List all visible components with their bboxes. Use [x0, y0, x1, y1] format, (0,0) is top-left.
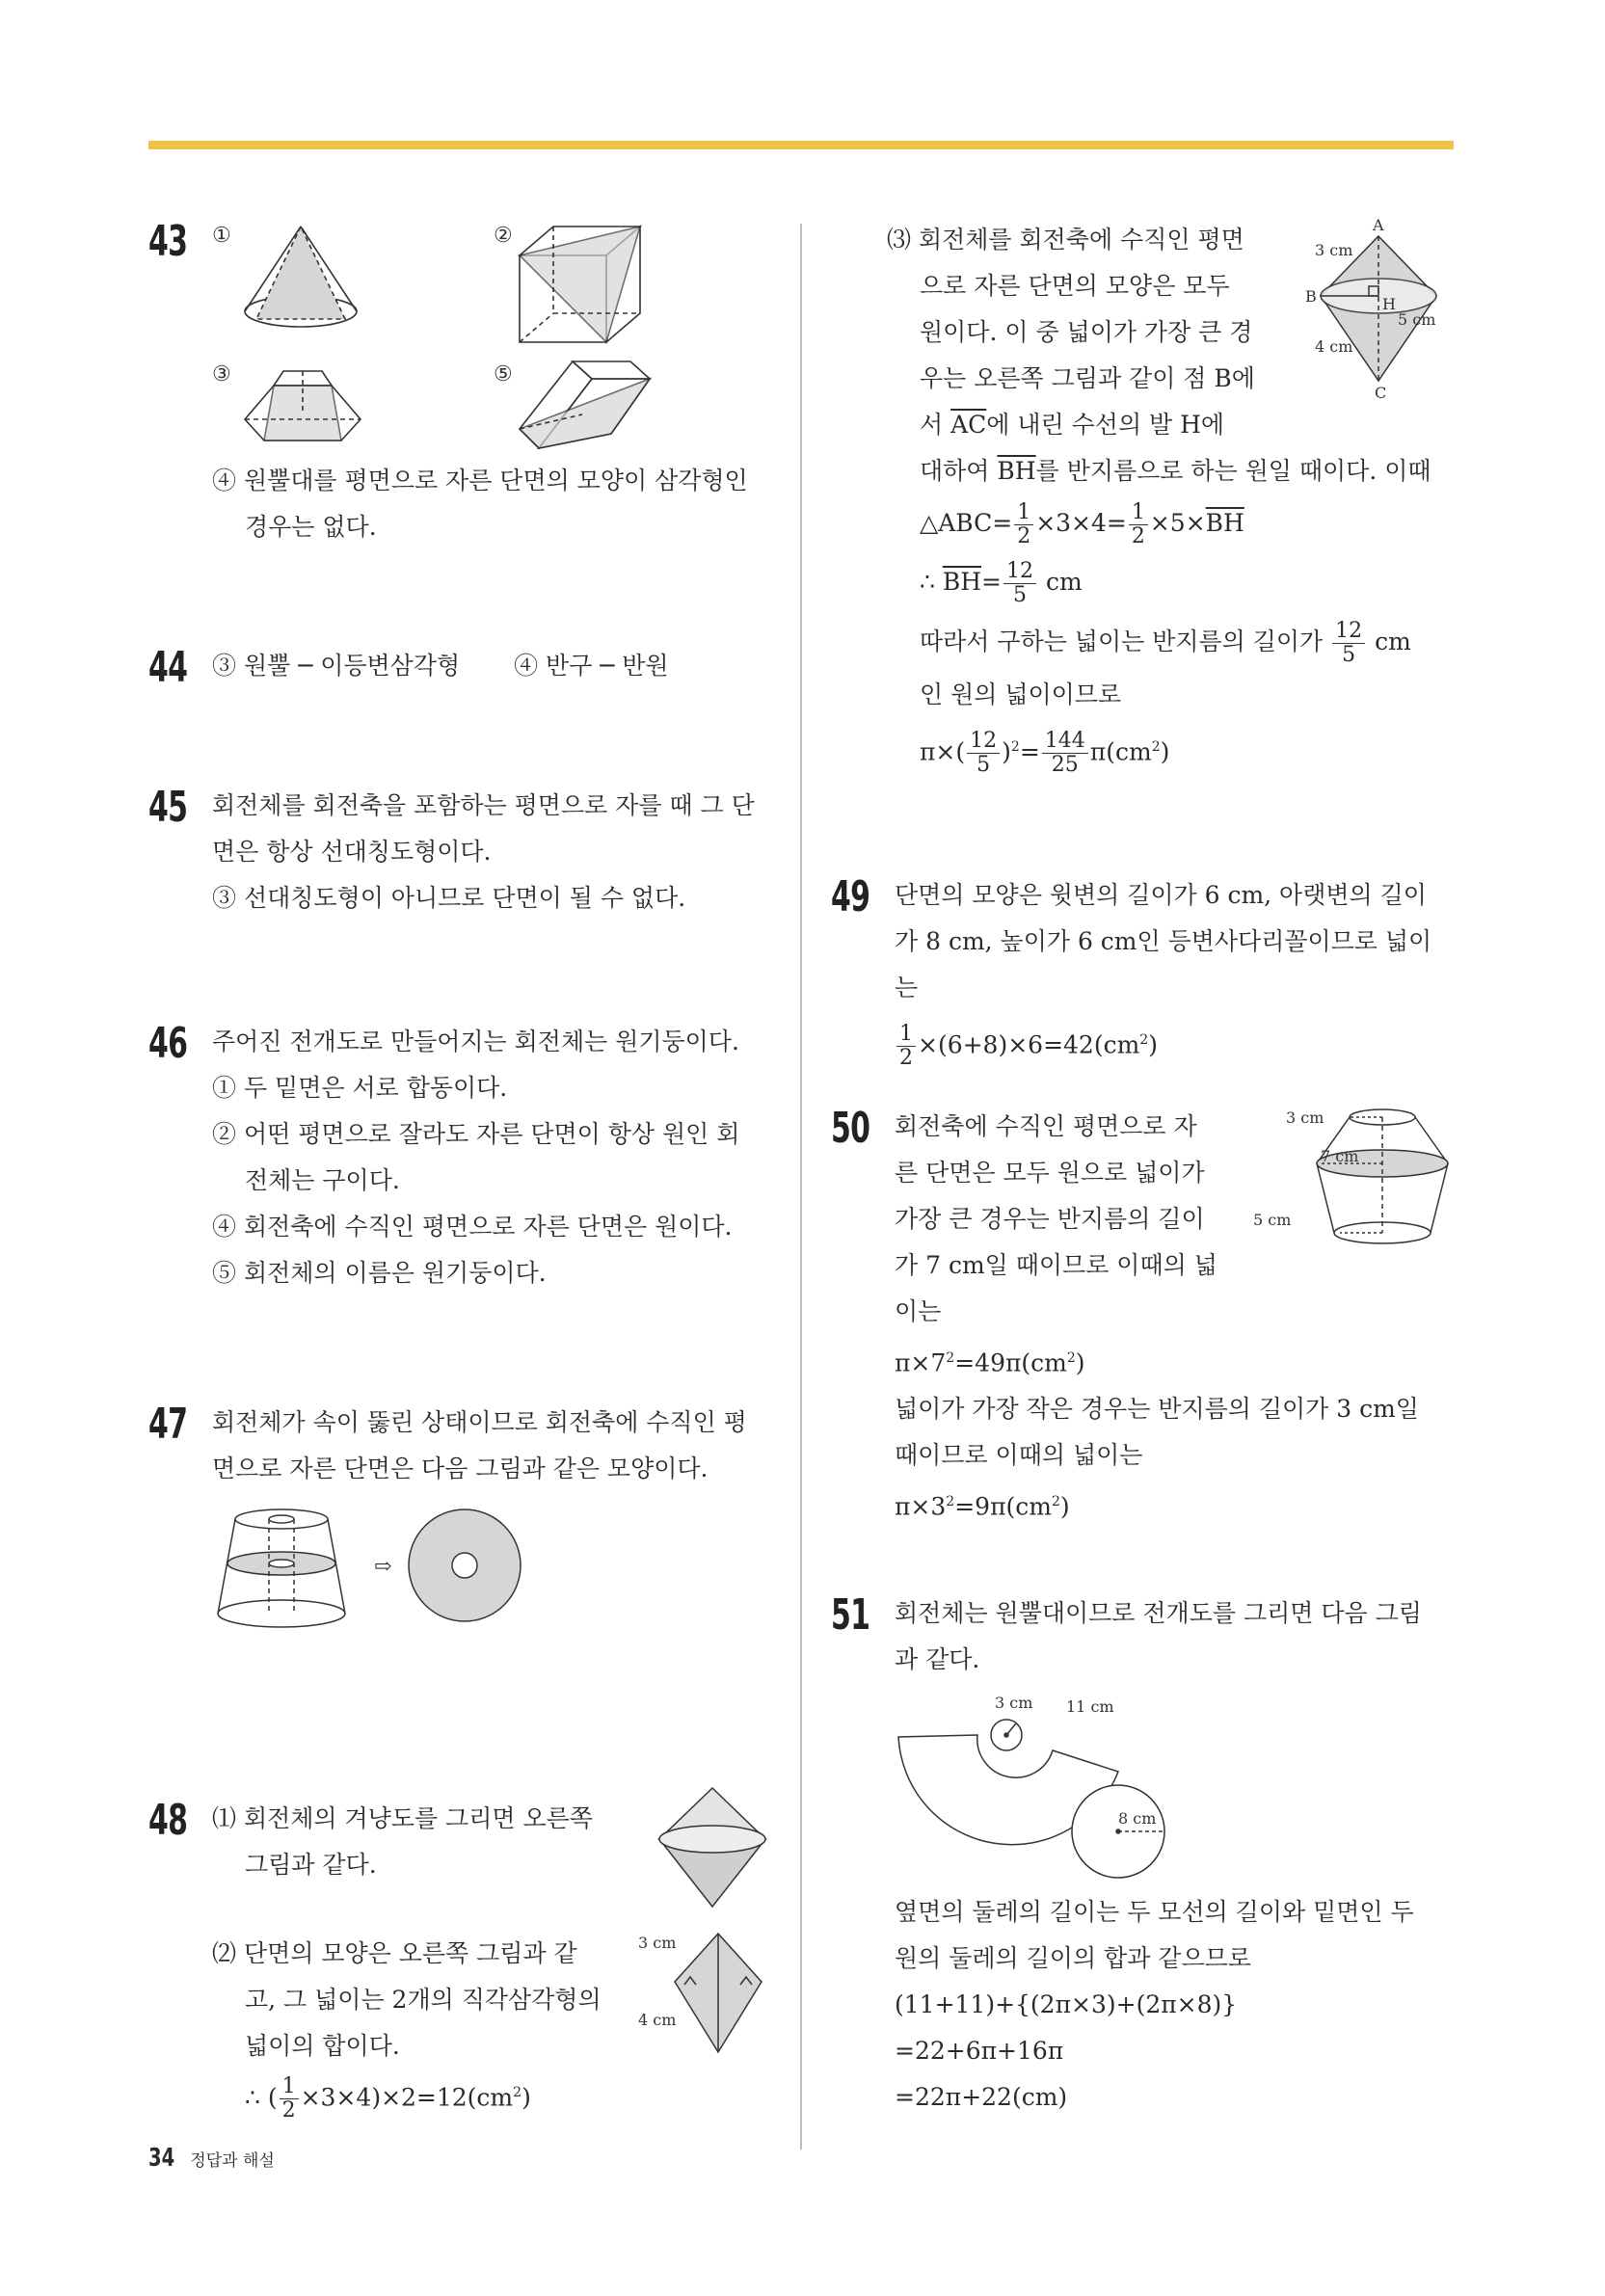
problem-48-part-3 — [831, 217, 1454, 834]
svg-text:3 cm: 3 cm — [1286, 1108, 1324, 1127]
problem-47 — [148, 1400, 775, 1732]
problem-number: 49 — [831, 872, 870, 921]
text-line: ⑶ 회전체를 회전축에 수직인 평면 — [887, 226, 1244, 254]
equation: =22π+22(cm) — [895, 2083, 1068, 2111]
choice-3-label: ③ — [212, 362, 231, 387]
frustum-net-figure — [895, 1689, 1222, 1882]
double-cone-figure — [655, 1786, 770, 1911]
text-line: 원이다. 이 중 넓이가 가장 큰 경 — [920, 318, 1253, 346]
svg-text:11 cm: 11 cm — [1066, 1697, 1114, 1716]
cone-section-figure — [245, 227, 357, 327]
answer-3: ③ 원뿔 ─ 이등변삼각형 — [212, 652, 461, 680]
text-line: 회전체를 회전축을 포함하는 평면으로 자를 때 그 단 — [212, 791, 755, 819]
text-line: 그림과 같다. — [245, 1851, 377, 1879]
right-column — [831, 217, 1454, 2121]
left-column — [148, 217, 775, 2133]
rhombus-rotation-figure — [1301, 217, 1456, 410]
problem-45 — [148, 783, 775, 1019]
label-3cm: 3 cm — [638, 1934, 677, 1952]
text-line: 대하여 $\overline{BH}$를 반지름으로 하는 원일 때이다. 이때 — [920, 457, 1431, 485]
problem-43 — [148, 217, 775, 583]
text-line: 른 단면은 모두 원으로 넓이가 — [895, 1159, 1205, 1187]
top-accent-bar — [148, 141, 1454, 149]
equation: $\pi\times 3^2=9\pi(cm^2)$ — [895, 1492, 1070, 1521]
problem-number: 46 — [148, 1019, 188, 1068]
text-line: 과 같다. — [895, 1645, 980, 1673]
svg-text:5 cm: 5 cm — [1253, 1211, 1292, 1229]
equation: $\pi\times 7^2=49\pi(cm^2)$ — [895, 1348, 1085, 1377]
text-line: 단면의 모양은 윗변의 길이가 6 cm, 아랫변의 길이 — [895, 881, 1427, 909]
equation: ∴ $\overline{BH}=$ $\frac{12}{5}$ cm — [920, 559, 1083, 607]
problem-51 — [831, 1590, 1454, 2121]
text-line: 가 7 cm일 때이므로 이때의 넓 — [895, 1251, 1217, 1279]
problem-number: 43 — [148, 217, 188, 266]
text-line: ⑴ 회전체의 겨냥도를 그리면 오른쪽 — [212, 1804, 593, 1832]
equation: $\frac{1}{2}$ $\times(6+8)\times 6=42(cm^2)$ — [895, 1011, 1454, 1074]
frustum-section-figure-3 — [245, 371, 361, 441]
text-line: 는 — [895, 974, 919, 1001]
problem-number: 44 — [148, 643, 188, 692]
equation: =22+6π+16π — [895, 2037, 1064, 2065]
choice-2-label: ② — [494, 224, 513, 248]
problem-43-figures — [148, 217, 775, 458]
problem-44 — [148, 643, 775, 783]
barrel-solid-figure — [1253, 1104, 1465, 1268]
problem-46 — [148, 1019, 775, 1400]
svg-text:4 cm: 4 cm — [1315, 337, 1353, 356]
text-line: 인 원의 넓이이므로 — [920, 681, 1122, 708]
text-line: 주어진 전개도로 만들어지는 회전체는 원기둥이다. — [212, 1028, 739, 1055]
text-line: 으로 자른 단면의 모양은 모두 — [920, 272, 1230, 300]
text-line: 따라서 구하는 넓이는 반지름의 길이가 $\frac{12}{5}$ cm — [920, 619, 1411, 667]
arrow-icon: ⇨ — [374, 1555, 392, 1579]
problem-number: 45 — [148, 783, 188, 832]
text-line: 전체는 구이다. — [245, 1166, 400, 1194]
text-line: 서 $\overline{AC}$에 내린 수선의 발 H에 — [920, 411, 1225, 439]
text-line: 회전축에 수직인 평면으로 자 — [895, 1112, 1197, 1140]
text-line: 가 8 cm, 높이가 6 cm인 등변사다리꼴이므로 넓이 — [895, 927, 1432, 955]
text-line: ⑵ 단면의 모양은 오른쪽 그림과 같 — [212, 1939, 577, 1967]
problem-number: 48 — [148, 1796, 188, 1845]
text-line: 때이므로 이때의 넓이는 — [895, 1441, 1143, 1470]
svg-text:5 cm: 5 cm — [1398, 310, 1436, 329]
label-4cm: 4 cm — [638, 2011, 677, 2029]
problem-50 — [831, 1104, 1454, 1542]
equation: π×( $\frac{12}{5}$ )$^2$= $\frac{144}{25}$ $\pi(cm^2)$ — [920, 729, 1170, 778]
text-line: 넓이의 합이다. — [245, 2032, 400, 2060]
text-line: 이는 — [895, 1297, 942, 1325]
text-line: ① 두 밑면은 서로 합동이다. — [212, 1074, 508, 1102]
svg-text:3 cm: 3 cm — [1315, 241, 1353, 259]
rhombus-section-figure — [638, 1929, 783, 2064]
svg-text:8 cm: 8 cm — [1118, 1809, 1157, 1828]
text-line: 옆면의 둘레의 길이는 두 모선의 길이와 밑면인 두 — [895, 1898, 1414, 1926]
choice-1-label: ① — [212, 224, 231, 248]
choice-5-label: ⑤ — [494, 362, 513, 387]
text-line: ⑤ 회전체의 이름은 원기둥이다. — [212, 1259, 547, 1287]
text-line: 면은 항상 선대칭도형이다. — [212, 838, 492, 866]
problem-number: 50 — [831, 1104, 870, 1153]
svg-text:A: A — [1373, 217, 1384, 234]
svg-text:C: C — [1375, 384, 1387, 402]
svg-text:7 cm: 7 cm — [1321, 1147, 1359, 1165]
equation: (11+11)+{(2π×3)+(2π×8)} — [895, 1990, 1238, 2018]
frustum-section-figure-5 — [520, 361, 650, 448]
text-line: ② 어떤 평면으로 잘라도 자른 단면이 항상 원인 회 — [212, 1120, 740, 1148]
text-line: 면으로 자른 단면은 다음 그림과 같은 모양이다. — [212, 1455, 709, 1482]
problem-47-figure — [212, 1500, 540, 1635]
text-line: 원의 둘레의 길이의 합과 같으므로 — [895, 1944, 1251, 1972]
text-line: 회전체는 원뿔대이므로 전개도를 그리면 다음 그림 — [895, 1599, 1422, 1627]
text-line: 고, 그 넓이는 2개의 직각삼각형의 — [245, 1986, 602, 2014]
text-line: 회전체가 속이 뚫린 상태이므로 회전축에 수직인 평 — [212, 1408, 747, 1436]
svg-text:3 cm: 3 cm — [995, 1694, 1033, 1712]
text-line: 가장 큰 경우는 반지름의 길이 — [895, 1205, 1205, 1233]
text-line: 경우는 없다. — [245, 513, 377, 541]
text-line: 넓이가 가장 작은 경우는 반지름의 길이가 3 cm일 — [895, 1395, 1419, 1424]
text-line: 우는 오른쪽 그림과 같이 점 B에 — [920, 364, 1255, 392]
answer-4: ④ 반구 ─ 반원 — [514, 652, 669, 680]
svg-text:H: H — [1382, 295, 1396, 313]
footer-title: 정답과 해설 — [190, 2151, 275, 2171]
page-footer — [148, 2144, 275, 2173]
problem-number: 51 — [831, 1590, 870, 1640]
text-line: ③ 선대칭도형이 아니므로 단면이 될 수 없다. — [212, 884, 686, 912]
problem-number: 47 — [148, 1400, 188, 1449]
equation: ∴ ( $\frac{1}{2}$ $\times 3\times 4)\times 2=12(cm^2)$ — [245, 2074, 531, 2123]
equation: △ABC= $\frac{1}{2}$ ×3×4= $\frac{1}{2}$ $\times 5\times\overline{BH}$ — [920, 500, 1244, 548]
svg-text:B: B — [1305, 287, 1317, 306]
problem-48 — [148, 1796, 775, 2133]
text-line: ④ 회전축에 수직인 평면으로 자른 단면은 원이다. — [212, 1213, 733, 1241]
cube-section-figure — [520, 227, 640, 342]
column-divider — [800, 224, 802, 2149]
problem-49 — [831, 872, 1454, 1104]
text-line: ④ 원뿔대를 평면으로 자른 단면의 모양이 삼각형인 — [212, 467, 748, 494]
page-number: 34 — [148, 2144, 175, 2173]
